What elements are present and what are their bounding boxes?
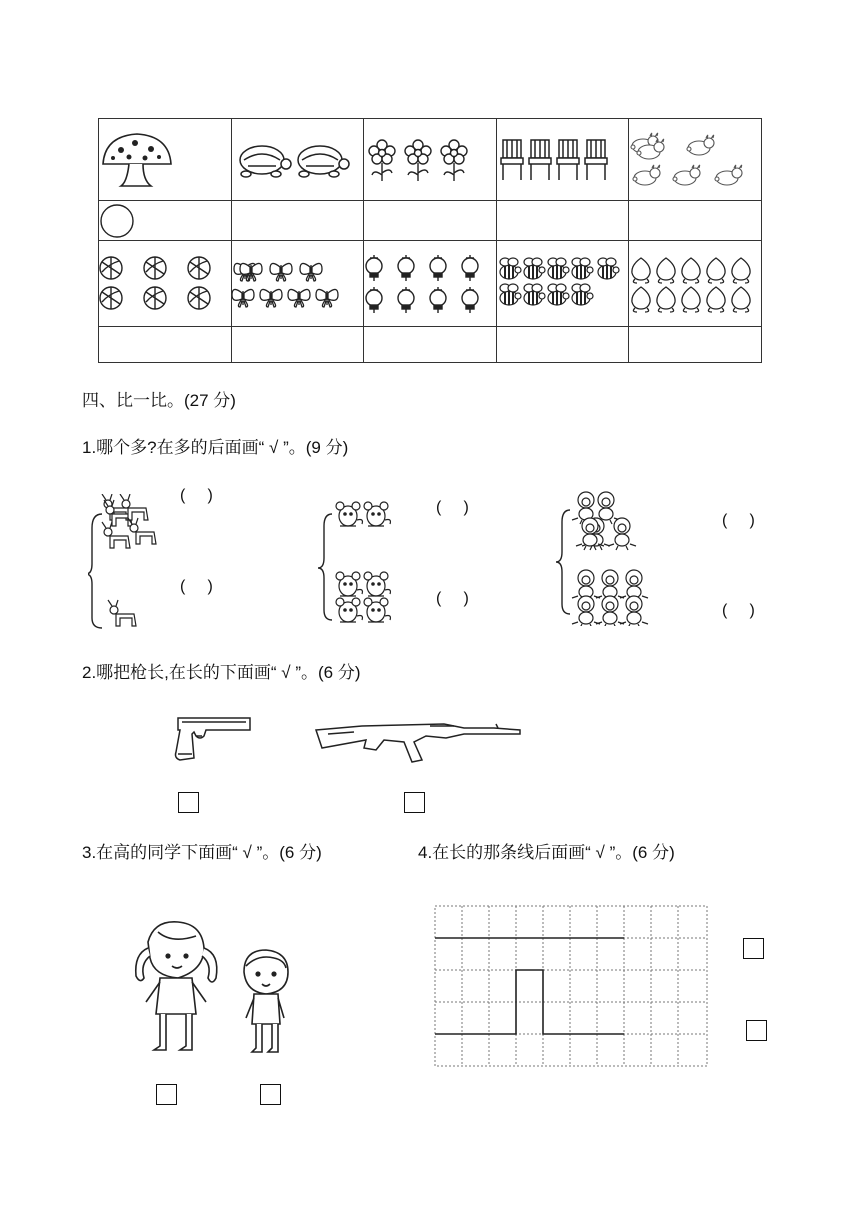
answer-cell-4[interactable] <box>496 201 629 241</box>
boy-icon <box>238 948 294 1060</box>
pistol-checkbox[interactable] <box>178 792 199 813</box>
lantern-icon <box>364 253 480 315</box>
cell-rabbits <box>629 119 762 201</box>
cell-turtles <box>231 119 364 201</box>
boy-checkbox[interactable] <box>260 1084 281 1105</box>
deer-group <box>88 494 162 632</box>
rifle-icon <box>314 714 522 766</box>
question-4: 4.在长的那条线后面画“ √ ”。(6 分) <box>418 843 675 862</box>
peach-icon <box>629 255 755 313</box>
question-2: 2.哪把枪长,在长的下面画“ √ ”。(6 分) <box>82 663 361 682</box>
rifle-checkbox[interactable] <box>404 792 425 813</box>
answer-cell-10[interactable] <box>629 327 762 363</box>
counting-table <box>98 118 762 363</box>
girl-checkbox[interactable] <box>156 1084 177 1105</box>
answer-paren-1b[interactable]: ( ) <box>180 578 213 595</box>
cell-balls <box>99 241 232 327</box>
ball-icon <box>99 254 211 314</box>
line-grid <box>434 904 710 1068</box>
butterfly-icon <box>232 257 350 311</box>
straight-line-checkbox[interactable] <box>743 938 764 959</box>
bent-line-checkbox[interactable] <box>746 1020 767 1041</box>
answer-cell-9[interactable] <box>496 327 629 363</box>
cell-peaches <box>629 241 762 327</box>
cell-lanterns <box>364 241 497 327</box>
answer-cell-6[interactable] <box>99 327 232 363</box>
question-1: 1.哪个多?在多的后面画“ √ ”。(9 分) <box>82 438 349 457</box>
rabbit-icon <box>629 132 749 188</box>
question-3: 3.在高的同学下面画“ √ ”。(6 分) <box>82 843 322 862</box>
answer-cell-5[interactable] <box>629 201 762 241</box>
cell-butterflies <box>231 241 364 327</box>
mouse-group <box>318 494 418 630</box>
answer-cell-1[interactable] <box>99 201 232 241</box>
mushroom-icon <box>99 130 175 190</box>
section-title: 四、比一比。(27 分) <box>82 391 236 410</box>
answer-paren-1a[interactable]: ( ) <box>180 487 213 504</box>
answer-cell-3[interactable] <box>364 201 497 241</box>
chair-icon <box>497 136 613 184</box>
answer-paren-2a[interactable]: ( ) <box>436 499 469 516</box>
cell-chairs <box>496 119 629 201</box>
turtle-icon <box>232 140 352 180</box>
answer-cell-8[interactable] <box>364 327 497 363</box>
cell-mushroom <box>99 119 232 201</box>
girl-icon <box>126 918 226 1058</box>
pistol-icon <box>172 714 254 764</box>
monkey-group <box>556 490 656 626</box>
answer-cell-7[interactable] <box>231 327 364 363</box>
answer-cell-2[interactable] <box>231 201 364 241</box>
cell-bees <box>496 241 629 327</box>
answer-paren-2b[interactable]: ( ) <box>436 590 469 607</box>
answer-paren-3a[interactable]: ( ) <box>722 512 755 529</box>
bee-icon <box>497 256 625 312</box>
flower-icon <box>364 137 474 183</box>
answer-circle-mark <box>99 203 135 239</box>
answer-paren-3b[interactable]: ( ) <box>722 602 755 619</box>
cell-flowers <box>364 119 497 201</box>
